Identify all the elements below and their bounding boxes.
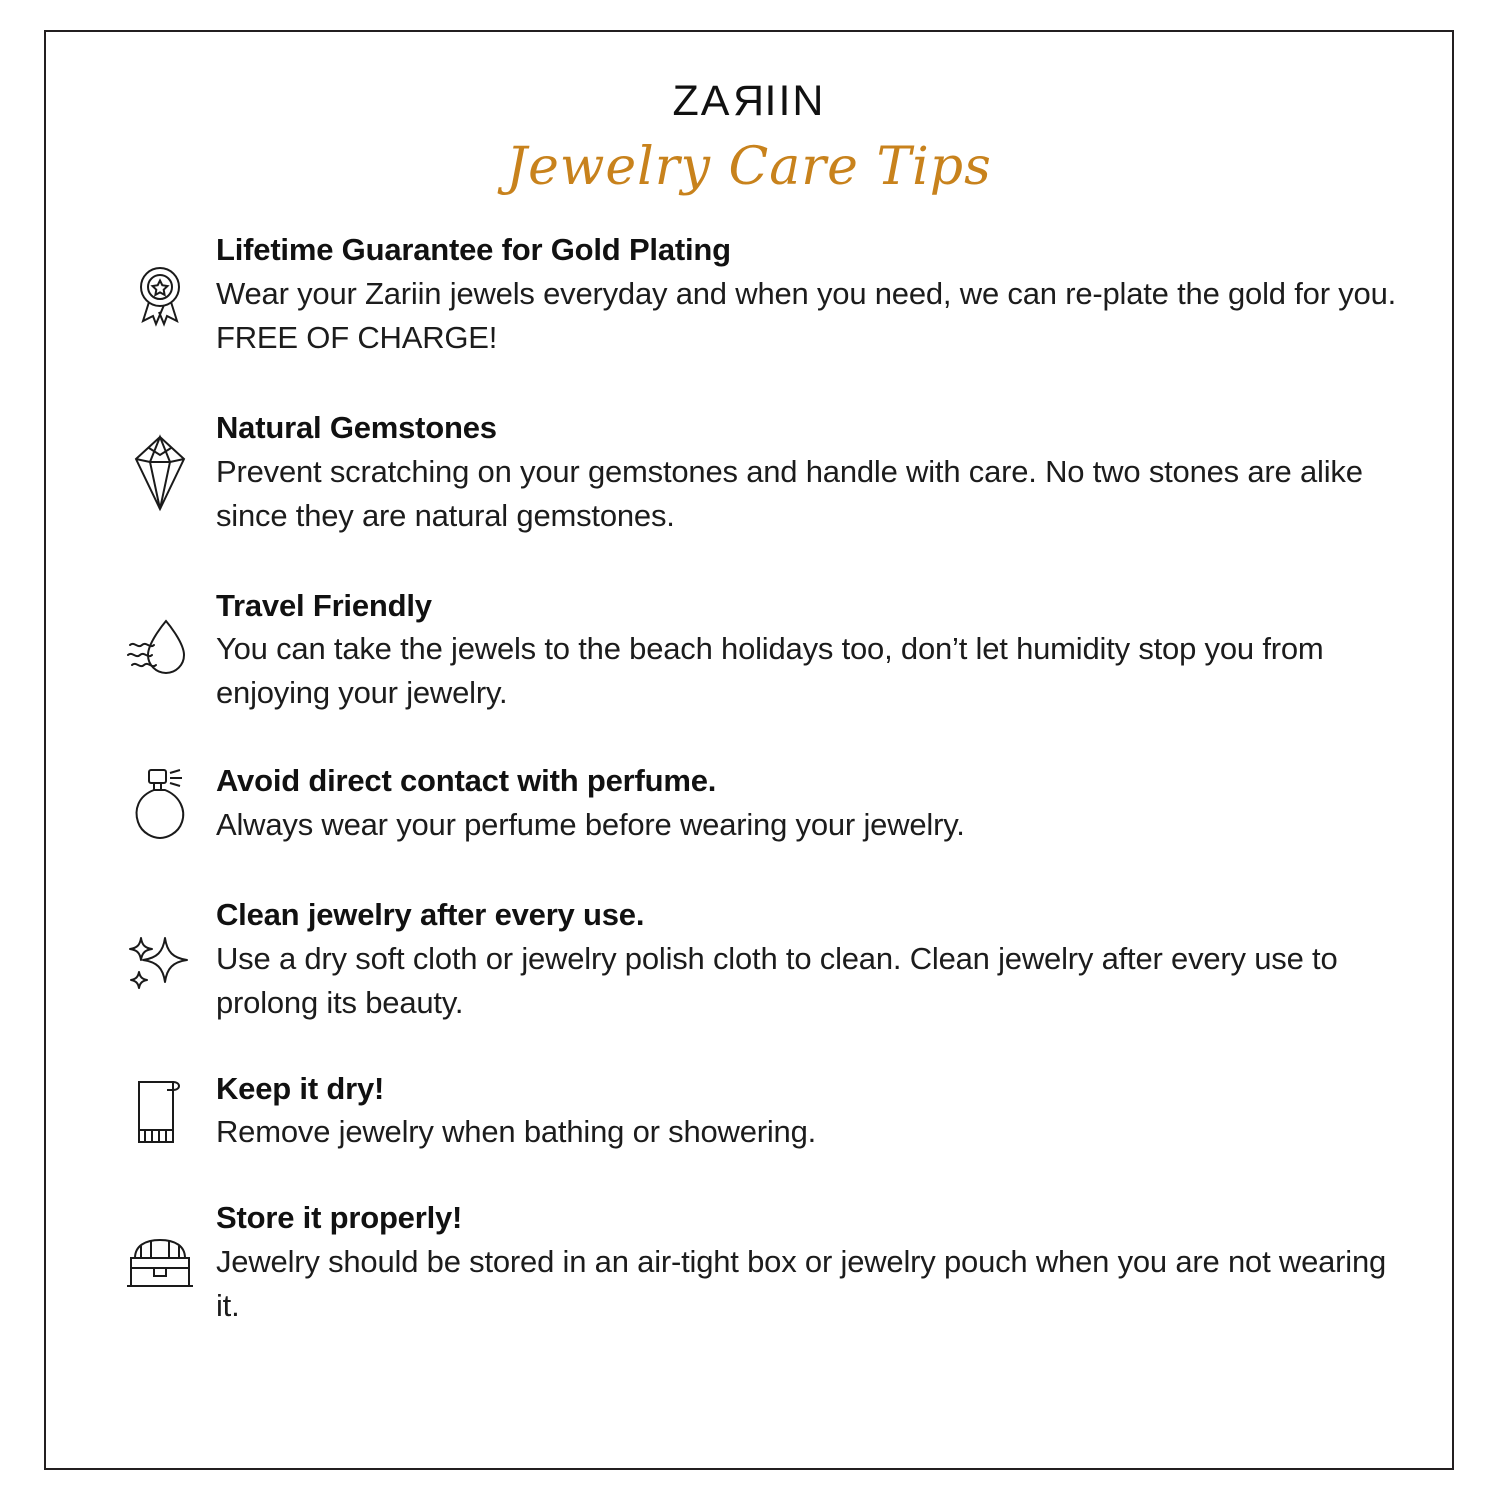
list-item [108, 230, 1406, 360]
tip-description: Remove jewelry when bathing or showering. [216, 1114, 817, 1150]
gemstone-icon [108, 434, 212, 512]
tip-title: Avoid direct contact with perfume. [216, 763, 717, 799]
tip-body [212, 1069, 1406, 1155]
tip-body [212, 1198, 1406, 1328]
list-item [108, 895, 1406, 1025]
tip-body [212, 408, 1406, 538]
tip-title: Travel Friendly [216, 587, 432, 623]
jewelry-box-icon [108, 1232, 212, 1294]
tip-description: Always wear your perfume before wearing your jewelry. [216, 806, 965, 842]
tip-body [212, 761, 1406, 847]
brand-logo [46, 77, 1452, 125]
tip-body [212, 586, 1406, 716]
brand-logo-text-3: IIN [764, 77, 826, 125]
water-drop-icon [108, 615, 212, 685]
list-item [108, 408, 1406, 538]
award-badge-icon [108, 259, 212, 331]
tip-title: Store it properly! [216, 1200, 463, 1236]
perfume-bottle-icon [108, 764, 212, 844]
tip-description: Wear your Zariin jewels everyday and when you need, we can re-plate the gold for you. FREE OF CHARGE! [216, 275, 1397, 355]
tip-title: Keep it dry! [216, 1070, 385, 1106]
tip-description: Jewelry should be stored in an air-tight box or jewelry pouch when you are not wearing it. [216, 1244, 1387, 1324]
tip-title: Lifetime Guarantee for Gold Plating [216, 232, 731, 268]
tip-title: Clean jewelry after every use. [216, 896, 645, 932]
sparkle-icon [108, 924, 212, 996]
brand-logo-text-1: ZA [672, 77, 732, 125]
tip-title: Natural Gemstones [216, 409, 497, 445]
jewelry-care-card [44, 30, 1454, 1470]
list-item [108, 761, 1406, 847]
tip-body [212, 895, 1406, 1025]
list-item [108, 1198, 1406, 1328]
list-item [108, 586, 1406, 716]
brand-logo-text-2: R [731, 77, 765, 125]
towel-icon [108, 1076, 212, 1148]
list-item [108, 1069, 1406, 1155]
tip-description: You can take the jewels to the beach holidays too, don’t let humidity stop you from enjoying your jewelry. [216, 631, 1324, 711]
tip-description: Use a dry soft cloth or jewelry polish cloth to clean. Clean jewelry after every use to prolong its beauty. [216, 940, 1338, 1020]
page-title: Jewelry Care Tips [506, 137, 992, 197]
tip-body [212, 230, 1406, 360]
tip-description: Prevent scratching on your gemstones and handle with care. No two stones are alike since they are natural gemstones. [216, 453, 1363, 533]
tips-list [46, 230, 1452, 1328]
